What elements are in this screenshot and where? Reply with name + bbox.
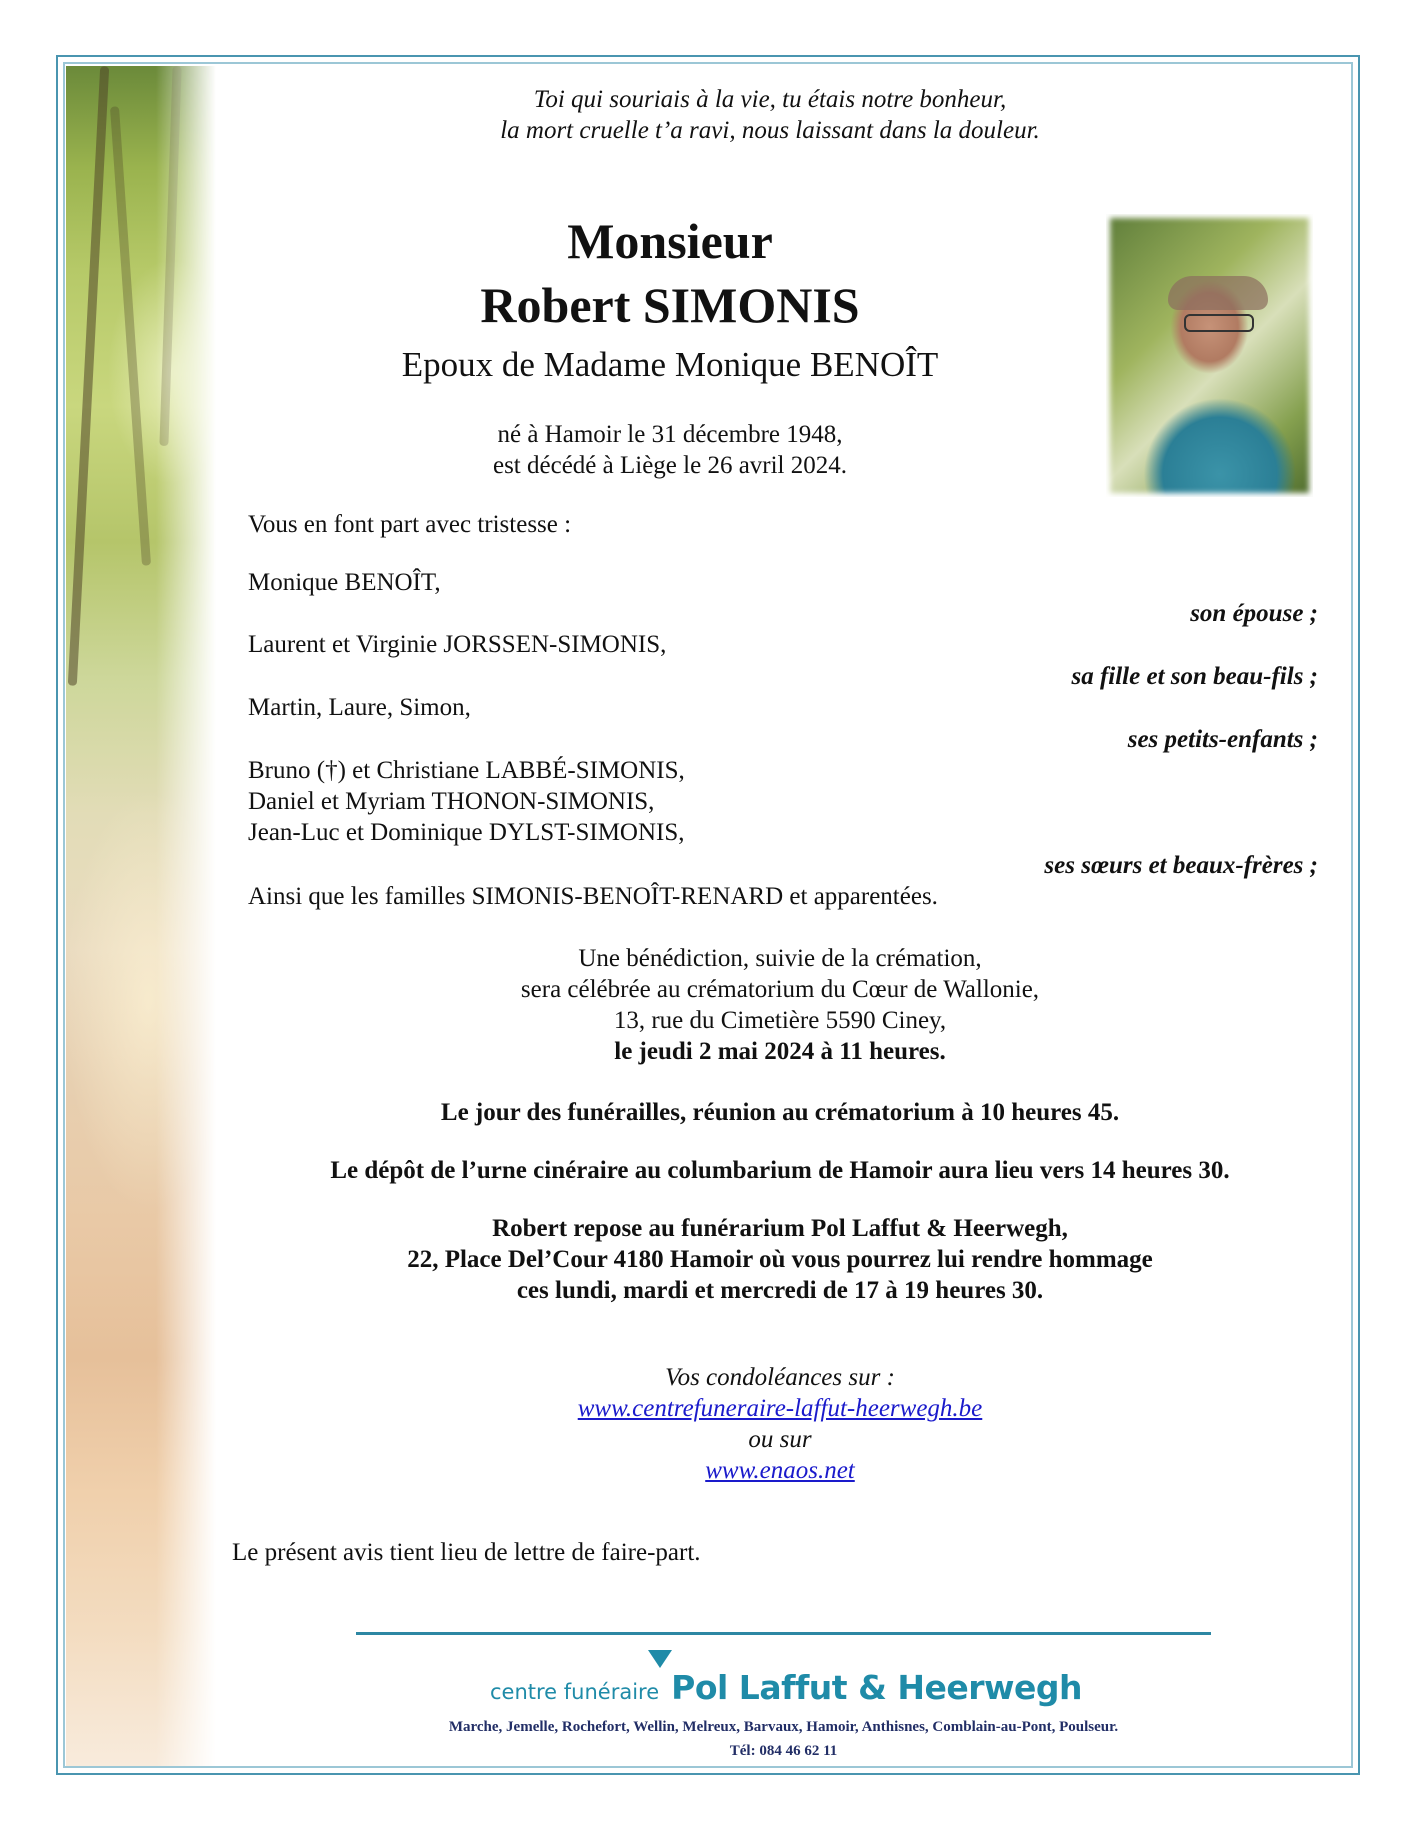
logo-prefix: centre funéraire xyxy=(490,1680,660,1704)
ceremony xyxy=(330,943,1230,1067)
meeting-notice: Le jour des funérailles, réunion au crématorium à 10 heures 45. xyxy=(440,1099,1120,1126)
family-role-3: ses petits-enfants ; xyxy=(1127,726,1318,753)
intro-text: Vous en font part avec tristesse : xyxy=(248,511,572,538)
logo-brand: Pol Laffut & Heerwegh xyxy=(671,1668,1082,1707)
poem-line-1: Toi qui souriais à la vie, tu étais notre bonheur, xyxy=(533,86,1007,113)
sibling-1: Bruno (†) et Christiane LABBÉ-SIMONIS, xyxy=(248,757,685,784)
poem-line-2: la mort cruelle t’a ravi, nous laissant dans la douleur. xyxy=(500,117,1040,144)
ceremony-line-3: 13, rue du Cimetière 5590 Ciney, xyxy=(613,1007,947,1034)
spouse-line: Epoux de Madame Monique BENOÎT xyxy=(401,345,939,384)
family-names-2: Laurent et Virginie JORSSEN-SIMONIS, xyxy=(248,631,667,658)
death-line: est décédé à Liège le 26 avril 2024. xyxy=(492,452,848,479)
family-role-2: sa fille et son beau-fils ; xyxy=(1071,663,1318,690)
portrait-hair xyxy=(1168,276,1268,310)
forest-path-side-image xyxy=(66,66,216,1766)
closing-text: Le présent avis tient lieu de lettre de faire-part. xyxy=(232,1539,701,1566)
siblings-role: ses sœurs et beaux-frères ; xyxy=(1044,852,1318,879)
portrait-photo xyxy=(1106,214,1313,497)
ceremony-date: le jeudi 2 mai 2024 à 11 heures. xyxy=(614,1038,946,1065)
logo-triangle-icon xyxy=(648,1650,672,1668)
birth-line: né à Hamoir le 31 décembre 1948, xyxy=(497,421,843,448)
deceased-title: Monsieur xyxy=(567,213,773,269)
poem xyxy=(380,84,1160,146)
footer-logo xyxy=(490,1668,1290,1712)
condolences-or: ou sur xyxy=(748,1426,812,1453)
condolences-label: Vos condoléances sur : xyxy=(665,1364,895,1391)
extended-families: Ainsi que les familles SIMONIS-BENOÎT-RENARD et apparentées. xyxy=(248,883,938,910)
condolences xyxy=(430,1362,1130,1486)
sibling-2: Daniel et Myriam THONON-SIMONIS, xyxy=(248,788,655,815)
deceased-name: Robert SIMONIS xyxy=(480,277,860,333)
footer-phone: Tél: 084 46 62 11 xyxy=(729,1743,838,1759)
repose-line-2: 22, Place Del’Cour 4180 Hamoir où vous pourrez lui rendre hommage xyxy=(407,1246,1153,1273)
footer-rule xyxy=(356,1632,1211,1635)
repose-notice xyxy=(230,1213,1330,1306)
repose-line-3: ces lundi, mardi et mercredi de 17 à 19 heures 30. xyxy=(516,1277,1044,1304)
sibling-3: Jean-Luc et Dominique DYLST-SIMONIS, xyxy=(248,819,685,846)
family-names-1: Monique BENOÎT, xyxy=(248,569,441,596)
condolences-link-enaos[interactable]: www.enaos.net xyxy=(705,1457,855,1484)
ceremony-line-1: Une bénédiction, suivie de la crémation, xyxy=(578,945,982,972)
repose-line-1: Robert repose au funérarium Pol Laffut & Heerwegh, xyxy=(492,1215,1068,1242)
ceremony-line-2: sera célébrée au crématorium du Cœur de Wallonie, xyxy=(520,976,1040,1003)
family-names-3: Martin, Laure, Simon, xyxy=(248,694,471,721)
footer-locations: Marche, Jemelle, Rochefort, Wellin, Melreux, Barvaux, Hamoir, Anthisnes, Comblain-au-Pont, Poulseur. xyxy=(448,1719,1119,1735)
portrait-glasses xyxy=(1184,314,1254,332)
urn-notice: Le dépôt de l’urne cinéraire au columbarium de Hamoir aura lieu vers 14 heures 30. xyxy=(330,1157,1230,1184)
condolences-link-laffut[interactable]: www.centrefuneraire-laffut-heerwegh.be xyxy=(577,1395,983,1422)
family-role-1: son épouse ; xyxy=(1190,600,1318,627)
